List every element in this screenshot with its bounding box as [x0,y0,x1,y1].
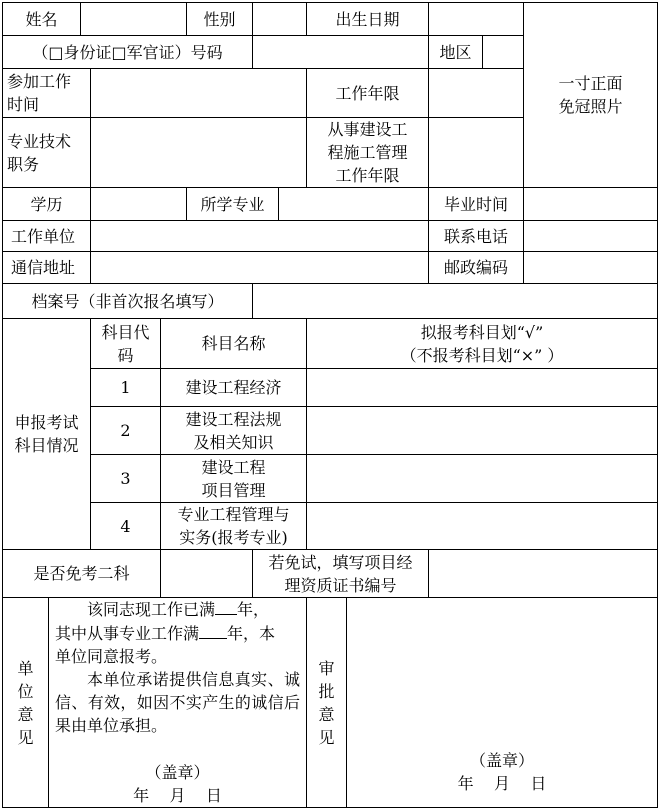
id-number-label: （□身份证□军官证）号码 [32,42,223,62]
statement-text: 年，本 [227,624,276,643]
unit-date: 年 月 日 [133,786,222,805]
construction-years-field[interactable] [429,118,523,187]
subject-code: 2 [120,421,131,440]
name-label: 姓名 [25,9,58,29]
subject-mark-field[interactable] [307,455,657,502]
archive-no-label: 档案号（非首次报名填写） [31,291,224,311]
graduation-label: 毕业时间 [443,194,508,214]
subject-mark-field[interactable] [307,369,657,406]
construction-years-label: 从事建设工 程施工管理 工作年限 [327,120,408,185]
major-label: 所学专业 [200,194,265,214]
education-label: 学历 [30,194,63,214]
exempt-label: 是否免考二科 [33,564,130,583]
years-blank[interactable] [215,597,237,615]
subject-mark-header: 拟报考科目划“√” （不报考科目划“×” ） [400,322,564,365]
approval-opinion-label: 审 批 意 见 [318,658,335,747]
rule [657,2,658,808]
id-number-field[interactable] [253,36,428,68]
exempt-cert-field[interactable] [429,550,657,597]
postcode-label: 邮政编码 [443,258,508,277]
approval-date: 年 月 日 [457,774,547,793]
statement-text: 单位同意报考。 [55,647,168,666]
title-label: 专业技术 职务 [7,131,72,174]
subject-code-header: 科目代 码 [101,322,150,365]
exempt-cert-label: 若免试，填写项目经 理资质证书编号 [268,552,413,595]
work-start-field[interactable] [91,69,306,117]
unit-opinion-label: 单 位 意 见 [17,658,34,747]
statement-text: 该同志现工作已满 [87,600,216,619]
work-start-label: 参加工作 时间 [7,72,72,114]
gender-field[interactable] [253,3,306,35]
subject-name: 专业工程管理与 实务(报考专业) [177,505,290,547]
phone-label: 联系电话 [443,226,508,246]
major-field[interactable] [279,188,428,220]
region-field[interactable] [483,36,523,68]
archive-no-field[interactable] [253,284,657,318]
address-field[interactable] [91,252,428,283]
birth-date-label: 出生日期 [335,9,400,29]
work-years-label: 工作年限 [335,83,400,103]
subject-mark-field[interactable] [307,407,657,454]
exempt-field[interactable] [161,550,252,597]
subject-name: 建设工程经济 [185,378,282,397]
gender-label: 性别 [203,9,236,29]
approval-seal: （盖章） [469,750,534,770]
name-field[interactable] [81,3,186,35]
unit-seal: （盖章） [145,762,210,782]
birth-date-field[interactable] [429,3,523,35]
subject-name: 建设工程法规 及相关知识 [185,409,282,452]
subject-code: 1 [120,378,131,397]
education-field[interactable] [91,188,186,220]
rule [2,807,657,808]
work-years-field[interactable] [429,69,523,117]
subject-code: 4 [120,516,131,536]
exam-section-label: 申报考试 科目情况 [14,413,79,455]
phone-field[interactable] [524,221,657,251]
region-label: 地区 [439,42,472,62]
photo-placeholder[interactable]: 一寸正面 免冠照片 [558,74,623,116]
statement-text: 其中从事专业工作满 [55,624,200,643]
title-field[interactable] [91,118,306,187]
graduation-field[interactable] [524,188,657,220]
subject-mark-field[interactable] [307,503,657,549]
subject-code: 3 [120,469,131,488]
employer-label: 工作单位 [11,226,76,246]
subject-name-header: 科目名称 [201,334,266,353]
statement-commitment: 本单位承诺提供信息真实、诚信、有效，如因不实产生的诚信后果由单位承担。 [55,670,300,735]
postcode-field[interactable] [524,252,657,283]
subject-name: 建设工程 项目管理 [201,457,266,500]
unit-statement [55,597,300,737]
address-label: 通信地址 [11,258,76,277]
employer-field[interactable] [91,221,428,251]
professional-years-blank[interactable] [199,621,227,639]
statement-text: 年， [237,600,270,619]
